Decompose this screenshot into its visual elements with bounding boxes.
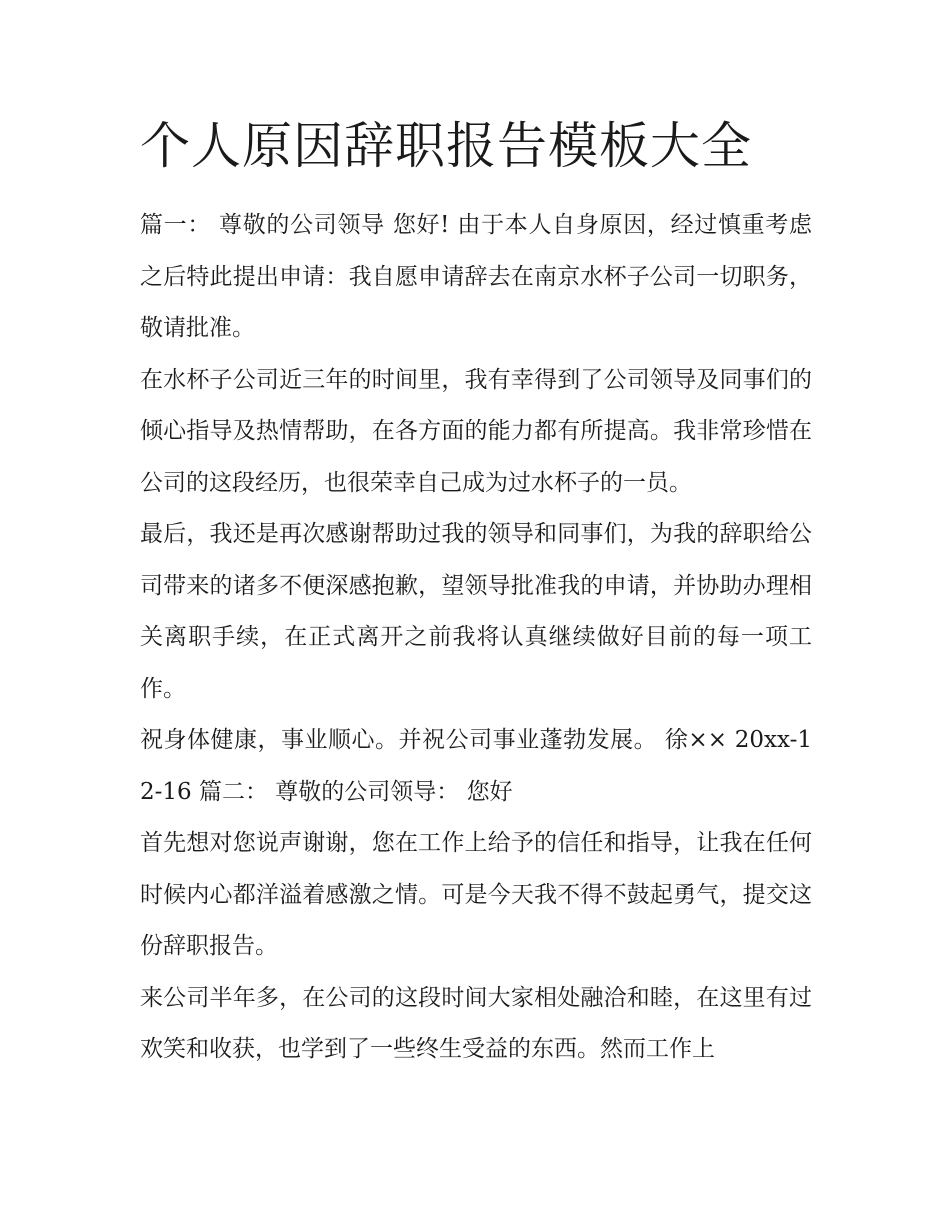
paragraph-3: 最后，我还是再次感谢帮助过我的领导和同事们，为我的辞职给公司带来的诸多不便深感抱歉，望领导批准我的申请，并协助办理相关离职手续，在正式离开之前我将认真继续做好目前的每一项工作。 xyxy=(140,521,812,702)
document-page xyxy=(140,112,812,1076)
paragraph-4: 祝身体健康，事业顺心。并祝公司事业蓬勃发展。 徐×× 20xx-12-16 篇二： 尊敬的公司领导： 您好 xyxy=(140,727,812,805)
paragraph-5: 首先想对您说声谢谢，您在工作上给予的信任和指导，让我在任何时候内心都洋溢着感激之情。可是今天我不得不鼓起勇气，提交这份辞职报告。 xyxy=(140,830,812,959)
paragraph-1: 篇一： 尊敬的公司领导 您好! 由于本人自身原因，经过慎重考虑之后特此提出申请：我自愿申请辞去在南京水杯子公司一切职务，敬请批准。 xyxy=(140,212,812,341)
paragraph-6: 来公司半年多，在公司的这段时间大家相处融洽和睦，在这里有过欢笑和收获，也学到了一些终生受益的东西。然而工作上 xyxy=(140,984,812,1062)
paragraph-2: 在水杯子公司近三年的时间里，我有幸得到了公司领导及同事们的倾心指导及热情帮助，在各方面的能力都有所提高。我非常珍惜在公司的这段经历，也很荣幸自己成为过水杯子的一员。 xyxy=(140,366,812,496)
document-title: 个人原因辞职报告模板大全 xyxy=(140,117,752,175)
